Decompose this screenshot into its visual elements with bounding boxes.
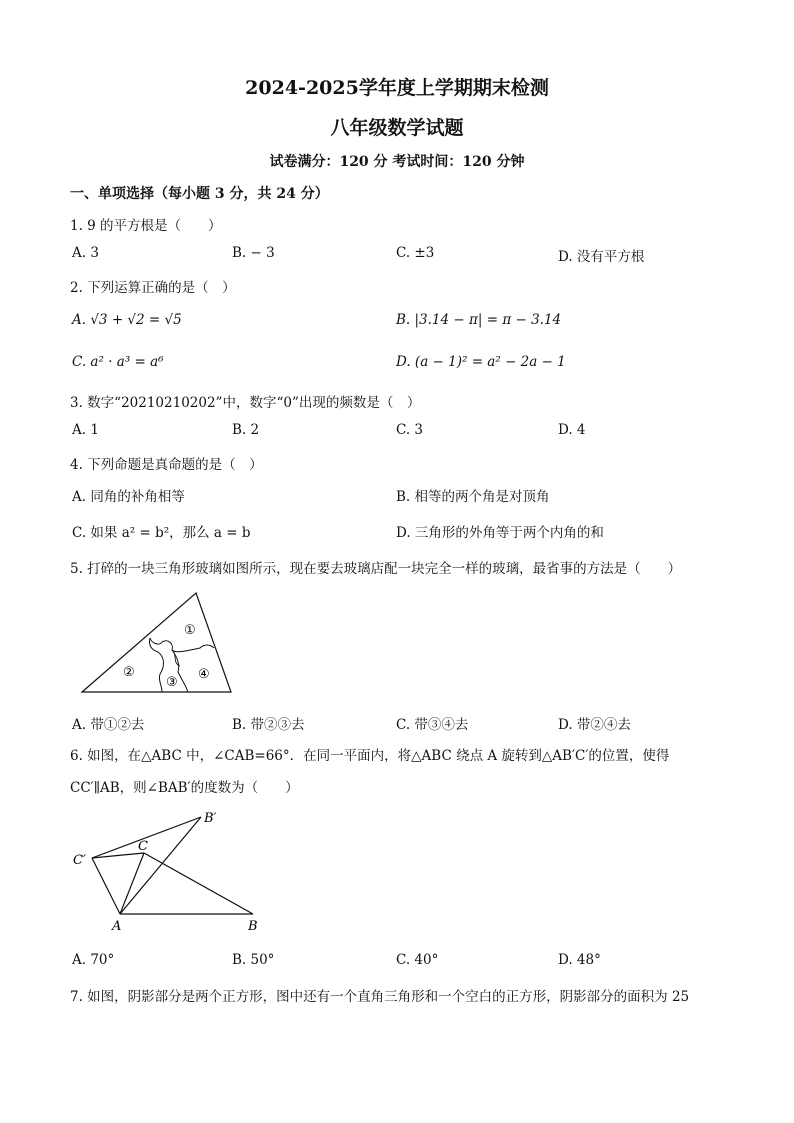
q6-option-b: B. 50° xyxy=(232,952,275,968)
segment-bprime-a xyxy=(120,817,201,914)
point-label-bprime: B′ xyxy=(204,811,217,826)
exam-subtitle: 八年级数学试题 xyxy=(330,117,464,139)
q1-option-a: A. 3 xyxy=(72,245,99,261)
q3-option-d: D. 4 xyxy=(558,422,586,438)
q5-option-a: A. 带①②去 xyxy=(72,717,145,733)
section-heading: 一、单项选择（每小题 3 分，共 24 分） xyxy=(70,186,329,202)
point-label-b: B xyxy=(248,919,258,934)
q6-option-c: C. 40° xyxy=(396,952,439,968)
segment-c-b xyxy=(144,853,253,914)
q4-option-b: B. 相等的两个角是对顶角 xyxy=(396,489,550,505)
q2-option-b: B. |3.14 − π| = π − 3.14 xyxy=(396,312,562,328)
q3-option-b: B. 2 xyxy=(232,422,260,438)
q7-stem: 7. 如图，阴影部分是两个正方形，图中还有一个直角三角形和一个空白的正方形，阴影部分的面积为 25 xyxy=(70,989,690,1005)
segment-cprime-a xyxy=(92,858,120,914)
q3-stem: 3. 数字“20210210202”中，数字“0”出现的频数是（ ） xyxy=(70,395,421,411)
broken-glass-figure xyxy=(78,588,238,698)
point-label-a: A xyxy=(112,919,122,934)
q5-option-d: D. 带②④去 xyxy=(558,717,631,733)
segment-c-a xyxy=(120,853,144,914)
q1-option-c: C. ±3 xyxy=(396,245,435,261)
piece-label-4: ④ xyxy=(198,667,210,682)
q2-option-a: A. √3 + √2 = √5 xyxy=(72,312,182,328)
q4-option-a: A. 同角的补角相等 xyxy=(72,489,185,505)
q4-option-c: C. 如果 a² = b²，那么 a = b xyxy=(72,525,251,541)
q1-stem: 1. 9 的平方根是（ ） xyxy=(70,218,222,234)
q1-option-b: B. − 3 xyxy=(232,245,275,261)
q4-stem: 4. 下列命题是真命题的是（ ） xyxy=(70,457,263,473)
crack-line-top xyxy=(150,638,214,652)
q2-option-c: C. a² · a³ = a⁶ xyxy=(72,354,164,370)
q5-option-b: B. 带②③去 xyxy=(232,717,305,733)
q6-option-d: D. 48° xyxy=(558,952,601,968)
point-label-c: C xyxy=(138,839,148,854)
piece-label-3: ③ xyxy=(166,675,178,690)
q5-stem: 5. 打碎的一块三角形玻璃如图所示，现在要去玻璃店配一块完全一样的玻璃，最省事的方法是（ ） xyxy=(70,561,682,577)
exam-meta: 试卷满分：120 分 考试时间：120 分钟 xyxy=(269,154,525,170)
q6-stem-line1: 6. 如图，在△ABC 中，∠CAB=66°．在同一平面内，将△ABC 绕点 A 旋转到△AB′C′的位置，使得 xyxy=(70,748,670,764)
piece-label-2: ② xyxy=(123,665,135,680)
point-label-cprime: C′ xyxy=(73,853,86,868)
q1-option-d: D. 没有平方根 xyxy=(558,249,645,265)
piece-label-1: ① xyxy=(184,623,196,638)
exam-title: 2024-2025学年度上学期期末检测 xyxy=(245,77,549,99)
q2-stem: 2. 下列运算正确的是（ ） xyxy=(70,280,236,296)
q4-option-d: D. 三角形的外角等于两个内角的和 xyxy=(396,525,604,541)
q6-stem-line2: CC′∥AB，则∠BAB′的度数为（ ） xyxy=(70,780,299,796)
q6-option-a: A. 70° xyxy=(72,952,115,968)
crack-line-left xyxy=(149,638,163,692)
q3-option-c: C. 3 xyxy=(396,422,424,438)
q2-option-d: D. (a − 1)² = a² − 2a − 1 xyxy=(396,354,566,370)
q3-option-a: A. 1 xyxy=(72,422,99,438)
q5-option-c: C. 带③④去 xyxy=(396,717,469,733)
rotation-figure xyxy=(70,808,270,938)
